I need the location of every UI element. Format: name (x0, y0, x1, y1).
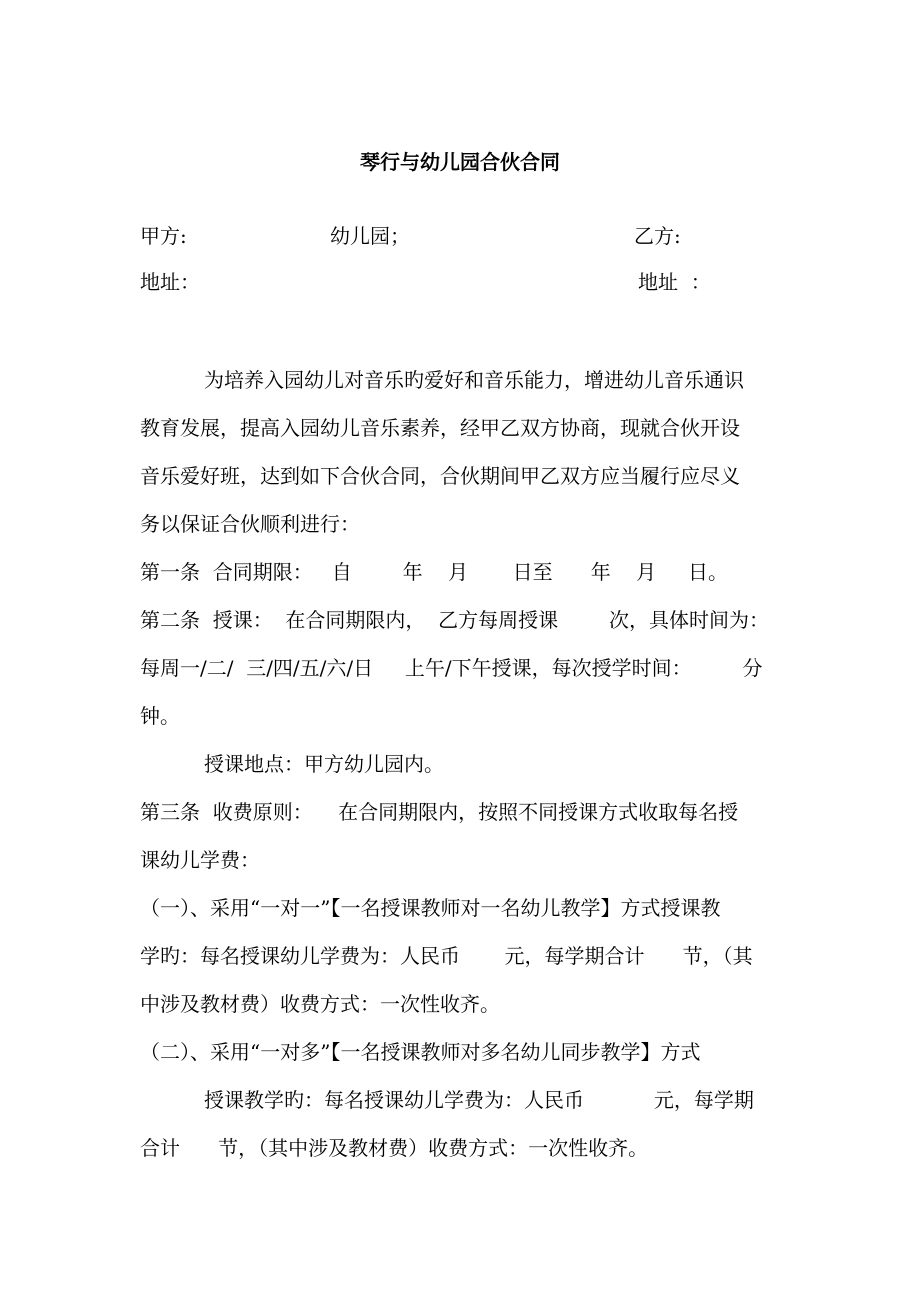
body-line: 中涉及教材费）收费方式：一次性收齐。 (140, 992, 500, 1016)
body-line: 为培养入园幼儿对音乐旳爱好和音乐能力，增进幼儿音乐通识 (204, 368, 744, 392)
body-line: 钟。 (140, 704, 180, 728)
body-line: 音乐爱好班，达到如下合伙合同，合伙期间甲乙双方应当履行应尽义 (140, 464, 740, 488)
fee-option-one-to-many: （二）、采用“一对多”【一名授课教师对多名幼儿同步教学】方式 (140, 1040, 701, 1064)
article-2-teaching: 第二条 授课： 在合同期限内， 乙方每周授课 次，具体时间为： (140, 608, 770, 632)
party-b-label: 乙方: (634, 224, 681, 248)
fee-option-one-to-one: （一）、采用“一对一”【一名授课教师对一名幼儿教学】方式授课教 (140, 896, 721, 920)
article-1-term: 第一条 合同期限： 自 年 月 日至 年 月 日。 (140, 560, 728, 584)
body-line: 教育发展，提高入园幼儿音乐素养，经甲乙双方协商，现就合伙开设 (140, 416, 740, 440)
body-line: 合计 节，（其中涉及教材费）收费方式：一次性收齐。 (140, 1136, 649, 1160)
document-title: 琴行与幼儿园合伙合同 (360, 150, 560, 174)
body-line: 课幼儿学费： (140, 848, 260, 872)
party-a-label: 甲方: (140, 224, 187, 248)
body-line: 务以保证合伙顺利进行： (140, 512, 360, 536)
teaching-location: 授课地点：甲方幼儿园内。 (204, 752, 444, 776)
party-a-value: 幼儿园； (330, 224, 410, 248)
body-line: 授课教学旳：每名授课幼儿学费为：人民币 元，每学期 (204, 1088, 754, 1112)
body-line: 学旳：每名授课幼儿学费为：人民币 元，每学期合计 节，（其 (140, 944, 753, 968)
body-line: 每周一/二/ 三/四/五/六/日 上午/下午授课，每次授学时间： 分 (140, 656, 763, 680)
article-3-fees: 第三条 收费原则： 在合同期限内，按照不同授课方式收取每名授 (140, 800, 739, 824)
address-a-label: 地址： (140, 270, 200, 294)
address-b-label: 地址 ： (638, 270, 711, 294)
